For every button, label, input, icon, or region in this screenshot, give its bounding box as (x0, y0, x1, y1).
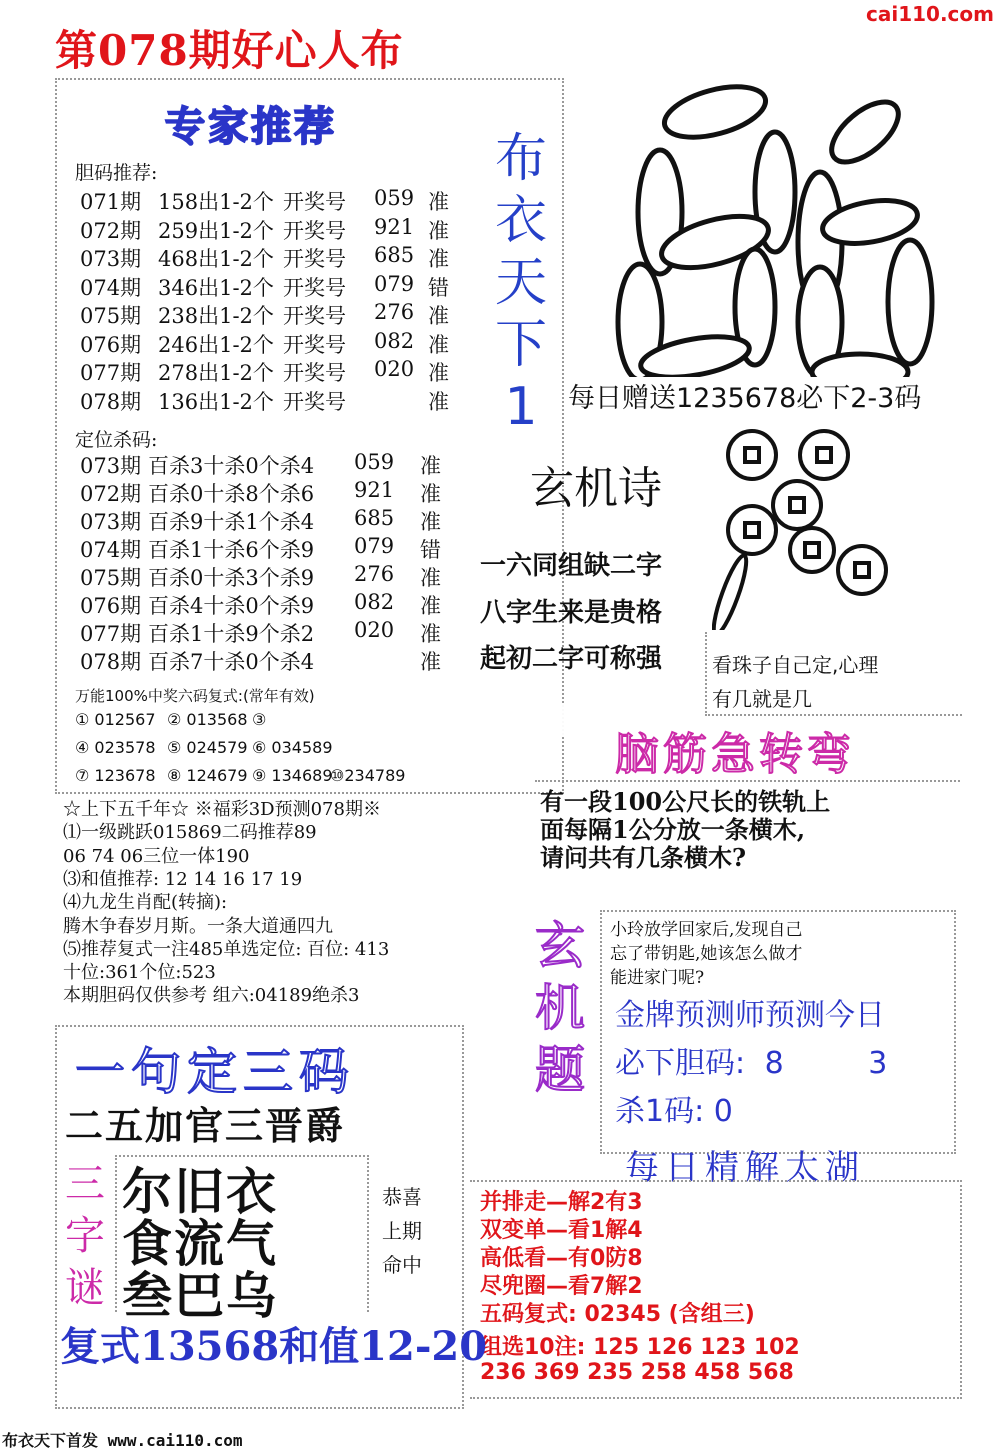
dan-period: 073期 (80, 247, 142, 271)
gold-line: 金牌预测师预测今日 (615, 998, 885, 1033)
dan-line (615, 1038, 887, 1082)
combo-item: ⑩234789 (330, 766, 406, 785)
dan-num: 059 (374, 186, 415, 210)
sanma-title: 一句定三码 (75, 1043, 355, 1101)
riddle-line: 小玲放学回家后,发现自己 (610, 920, 803, 940)
dan-label: 开奖号 (283, 275, 346, 300)
coins-image (712, 420, 890, 630)
history-line: ⑴一级跳跃015869二码推荐89 (63, 822, 317, 844)
dan-num: 921 (374, 214, 415, 239)
dan-result: 错 (428, 275, 449, 300)
dan-pick: 278出1-2个 (158, 361, 274, 385)
kill-num: 921 (354, 478, 395, 502)
dan-b: 3 (868, 1046, 888, 1081)
kill-result: 准 (420, 622, 441, 646)
combo-label: 万能100%中奖六码复式:(常年有效) (75, 687, 315, 705)
dan-label: 开奖号 (283, 218, 346, 243)
dan-period: 074期 (80, 275, 142, 300)
kill-result: 准 (420, 482, 441, 506)
taihu-line: 并排走—解2有3 (480, 1190, 643, 1215)
kill-result: 准 (420, 454, 441, 478)
vert-char: 下 (494, 315, 547, 375)
brain-text (540, 788, 830, 872)
kill-val: 0 (713, 1094, 733, 1129)
kill-num: 276 (354, 562, 395, 586)
vert-char: 题 (535, 1041, 585, 1099)
dan-pick: 158出1-2个 (158, 190, 274, 214)
dan-label: 胆码推荐: (75, 162, 158, 184)
fushi-text: 复式13568和值12-20 (60, 1323, 488, 1370)
overlay-strip (270, 705, 600, 737)
congrats-line: 命中 (382, 1253, 422, 1277)
dan-a: 8 (764, 1046, 784, 1081)
site-logo-text[interactable]: cai110.com (866, 2, 994, 26)
dan-pick: 238出1-2个 (158, 304, 274, 328)
expert-title: 专家推荐 (165, 104, 337, 150)
brain-line: 面每隔1公分放一条横木, (540, 815, 806, 844)
dan-period: 076期 (80, 332, 142, 357)
dan-label: 开奖号 (283, 332, 346, 357)
dan-num: 020 (374, 357, 415, 381)
kill-result: 准 (420, 650, 441, 674)
dan-pick: 136出1-2个 (158, 389, 274, 414)
riddle-line: 能进家门呢? (610, 968, 705, 988)
kill-pick: 百杀4十杀0个杀9 (148, 594, 315, 618)
kill-result: 准 (420, 594, 441, 618)
history-line: 腾木争春岁月斯。一条大道通四九 (63, 915, 333, 937)
riddle-word: 食流气 (122, 1215, 278, 1273)
brain-line: 有一段100公尺长的铁轨上 (540, 787, 831, 816)
dan-period: 078期 (80, 389, 142, 414)
sanma-phrase: 二五加官三晋爵 (65, 1104, 346, 1148)
kill-num: 020 (354, 618, 395, 642)
kill-period: 073期 (80, 510, 142, 534)
history-line: 本期胆码仅供参考 组六:04189绝杀3 (63, 985, 360, 1007)
riddle-text (610, 918, 802, 990)
dan-period: 071期 (80, 190, 142, 214)
taihu-line: 236 369 235 258 458 568 (480, 1360, 794, 1385)
congrats-line: 上期 (382, 1219, 422, 1243)
dan-num: 685 (374, 243, 415, 267)
kill-period: 074期 (80, 538, 142, 562)
combo-item: ⑦ 123678 (75, 766, 156, 785)
note-line: 有几就是几 (712, 687, 812, 711)
vert-char: 布 (494, 129, 547, 189)
kill-period: 075期 (80, 566, 142, 590)
dan-period: 077期 (80, 361, 142, 385)
dan-num: 082 (374, 328, 415, 353)
dan-result: 准 (428, 190, 449, 214)
vert-char: 谜 (65, 1265, 105, 1311)
dan-result: 准 (428, 332, 449, 357)
note-line: 看珠子自己定,心理 (712, 653, 879, 677)
kill-line (615, 1086, 733, 1130)
szm-vertical (65, 1158, 105, 1314)
vert-char: 三 (65, 1161, 105, 1207)
dan-num: 276 (374, 300, 415, 324)
poem-line: 一六同组缺二字 (480, 551, 663, 581)
dan-pick: 468出1-2个 (158, 247, 274, 271)
riddle-word: 尔旧衣 (122, 1163, 278, 1221)
vert-char: 玄 (535, 917, 585, 975)
brain-line: 请问共有几条横木? (540, 843, 747, 872)
dan-result: 准 (428, 304, 449, 328)
dan-result: 准 (428, 361, 449, 385)
taihu-line: 高低看—有0防8 (480, 1246, 643, 1271)
kill-pick: 百杀0十杀3个杀9 (148, 566, 315, 590)
history-line: ☆上下五千年☆ ※福彩3D预测078期※ (63, 799, 381, 820)
kill-result: 错 (420, 538, 441, 562)
dan-result: 准 (428, 218, 449, 243)
kill-period: 072期 (80, 482, 142, 506)
dan-label: 必下胆码: (615, 1046, 746, 1081)
kill-label: 定位杀码: (75, 429, 158, 451)
kill-label: 杀1码: (615, 1094, 705, 1129)
congrats-line: 恭喜 (382, 1185, 422, 1209)
dan-num: 079 (374, 271, 415, 296)
combo-item: ⑨ 134689 (252, 766, 333, 785)
dan-label: 开奖号 (283, 361, 346, 385)
vert-char: 1 (504, 377, 538, 437)
combo-item: ⑤ 024579 (167, 738, 248, 757)
dan-label: 开奖号 (283, 247, 346, 271)
kill-pick: 百杀7十杀0个杀4 (148, 650, 315, 674)
taihu-title: 每日精解太湖 (625, 1148, 865, 1188)
kill-pick: 百杀3十杀0个杀4 (148, 454, 315, 478)
page-title: 第078期好心人布 (55, 26, 404, 75)
taihu-line: 尽兜圈—看7解2 (480, 1274, 643, 1299)
combo-item: ③ (252, 710, 267, 729)
kill-period: 078期 (80, 650, 142, 674)
history-line: ⑷九龙生肖配(转摘): (63, 892, 228, 914)
dan-pick: 246出1-2个 (158, 332, 274, 357)
vert-char: 机 (535, 979, 585, 1037)
dan-pick: 259出1-2个 (158, 218, 274, 243)
dan-period: 075期 (80, 304, 142, 328)
history-line: ⑸推荐复式一注485单选定位: 百位: 413 (63, 938, 390, 960)
history-line: 06 74 06三位一体190 (63, 845, 250, 867)
dan-label: 开奖号 (283, 389, 346, 414)
bonus-text: 每日赠送1235678必下2-3码 (568, 383, 922, 414)
combo-item: ① 012567 (75, 710, 156, 729)
taihu-line: 双变单—看1解4 (480, 1218, 643, 1243)
kill-pick: 百杀0十杀8个杀6 (148, 482, 315, 506)
riddle-vertical (535, 915, 585, 1101)
vert-char: 衣 (494, 191, 547, 251)
taihu-line: 组选10注: 125 126 123 102 (480, 1335, 800, 1360)
congrats-text (382, 1180, 422, 1282)
digits-86-image (565, 72, 945, 377)
kill-num: 082 (354, 590, 395, 614)
footer-text: 布衣天下首发 www.cai110.com (2, 1431, 243, 1450)
kill-result: 准 (420, 510, 441, 534)
history-line: ⑶和值推荐: 12 14 16 17 19 (63, 868, 303, 890)
coin-note (712, 648, 878, 716)
kill-period: 076期 (80, 594, 142, 618)
buyi-vertical (488, 128, 554, 438)
kill-period: 073期 (80, 454, 142, 478)
riddle-word: 叁巴乌 (122, 1267, 278, 1325)
kill-num: 079 (354, 534, 395, 558)
combo-item: ② 013568 (167, 710, 248, 729)
dan-label: 开奖号 (283, 304, 346, 328)
kill-pick: 百杀1十杀6个杀9 (148, 538, 315, 562)
combo-item: ④ 023578 (75, 738, 156, 757)
brain-title: 脑筋急转弯 (615, 729, 855, 780)
poem-title: 玄机诗 (530, 463, 662, 514)
brain-divider (535, 780, 960, 784)
dan-label: 开奖号 (283, 190, 346, 214)
history-line: 十位:361个位:523 (63, 962, 216, 984)
kill-pick: 百杀1十杀9个杀2 (148, 622, 315, 646)
dan-result: 准 (428, 247, 449, 271)
dan-pick: 346出1-2个 (158, 275, 274, 300)
poem-line: 八字生来是贵格 (480, 598, 663, 628)
poem-line: 起初二字可称强 (480, 644, 663, 674)
kill-result: 准 (420, 566, 441, 590)
combo-item: ⑥ 034589 (252, 738, 333, 757)
dan-period: 072期 (80, 218, 142, 243)
kill-period: 077期 (80, 622, 142, 646)
vert-char: 天 (494, 253, 547, 313)
combo-item: ⑧ 124679 (167, 766, 248, 785)
kill-pick: 百杀9十杀1个杀4 (148, 510, 315, 534)
riddle-line: 忘了带钥匙,她该怎么做才 (610, 944, 803, 964)
kill-num: 059 (354, 450, 395, 474)
dan-result: 准 (428, 389, 449, 414)
vert-char: 字 (65, 1213, 105, 1259)
taihu-line: 五码复式: 02345 (含组三) (480, 1302, 755, 1327)
kill-num: 685 (354, 506, 395, 530)
